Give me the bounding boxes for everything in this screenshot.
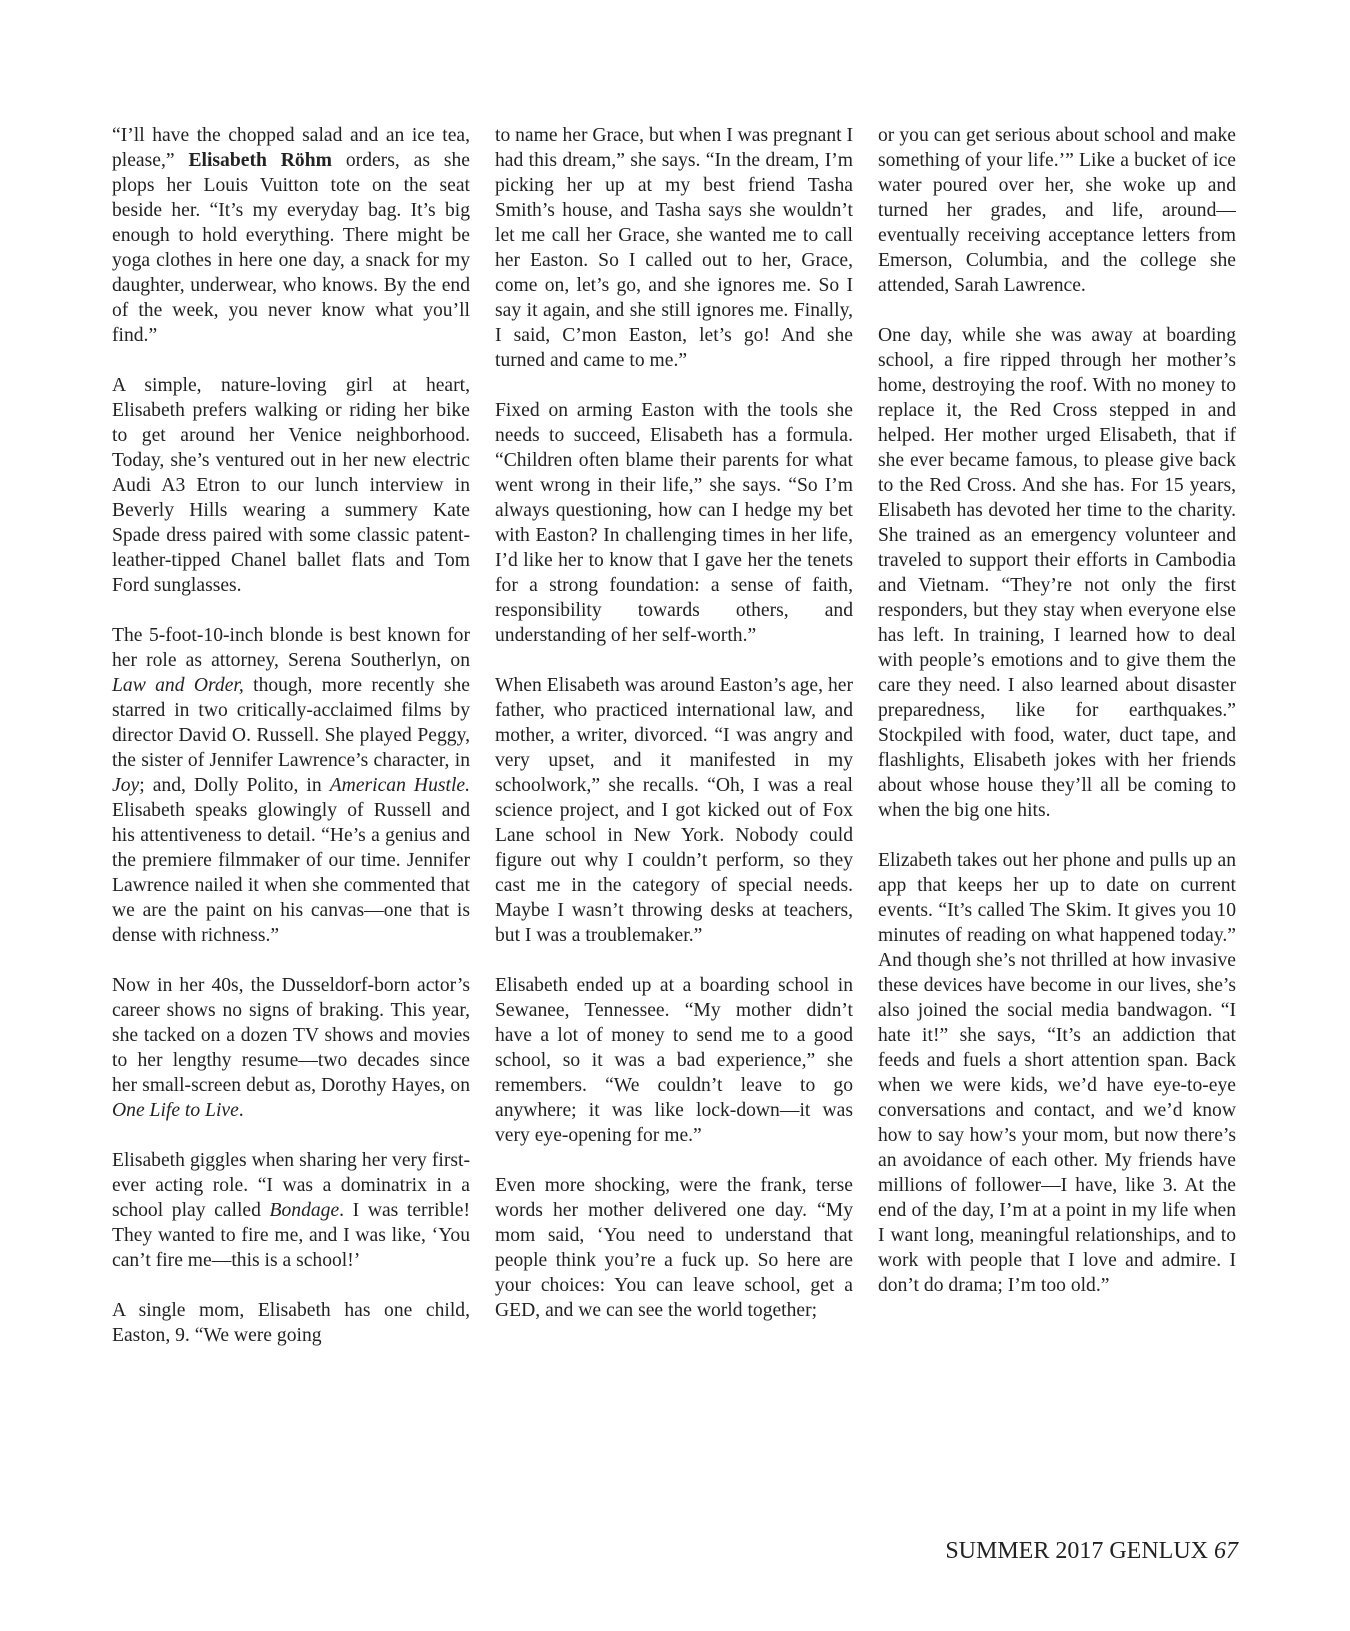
article-column-3 — [878, 123, 1236, 1298]
title-italic: Law and Order, — [112, 675, 244, 696]
paragraph: Fixed on arming Easton with the tools she needs to succeed, Elisabeth has a formula. “Children often blame their parents for what went wrong in their life,” she says. “So I’m always questioning, how can I hedge my bet with Easton? In challenging times in her life, I’d like her to know that I gave her the tenets for a strong foundation: a sense of faith, responsibility towards others, and understanding of her self-worth.” — [495, 400, 853, 646]
title-italic: Bondage — [269, 1200, 340, 1221]
paragraph: When Elisabeth was around Easton’s age, her father, who practiced international law, and mother, a writer, divorced. “I was angry and very upset, and it manifested in my schoolwork,” she recalls. “Oh, I was a real science project, and I got kicked out of Fox Lane school in New York. Nobody could figure out why I couldn’t perform, so they cast me in the category of special needs. Maybe I wasn’t throwing desks at teachers, but I was a troublemaker.” — [495, 675, 853, 946]
paragraph: “I’ll have the chopped salad and an ice tea, please,” Elisabeth Röhm orders, as she plops her Louis Vuitton tote on the seat beside her. “It’s my everyday bag. It’s big enough to hold everything. There might be yoga clothes in here one day, a snack for my daughter, underwear, who knows. By the end of the week, you never know what you’ll find.” — [112, 125, 470, 346]
paragraph: One day, while she was away at boarding school, a fire ripped through her mother’s home, destroying the roof. With no money to replace it, the Red Cross stepped in and helped. Her mother urged Elisabeth, that if she ever became famous, to please give back to the Red Cross. And she has. For 15 years, Elisabeth has devoted her time to the charity. She trained as an emergency volunteer and traveled to support their efforts in Cambodia and Vietnam. “They’re not only the first responders, but they stay when everyone else has left. In training, I learned how to deal with people’s emotions and to give them the care they need. I also learned about disaster preparedness, like for earthquakes.” Stockpiled with food, water, duct tape, and flashlights, Elisabeth jokes with her friends about whose house they’ll all be coming to when the big one hits. — [878, 325, 1236, 821]
paragraph: Even more shocking, were the frank, terse words her mother delivered one day. “My mom said, ‘You need to understand that people think you’re a fuck up. So here are your choices: You can leave school, get a GED, and we can see the world together; — [495, 1175, 853, 1321]
article-column-1 — [112, 123, 470, 1348]
paragraph: Elisabeth ended up at a boarding school in Sewanee, Tennessee. “My mother didn’t have a lot of money to send me to a good school, so it was a bad experience,” she remembers. “We couldn’t leave to go anywhere; it was like lock-down—it was very eye-opening for me.” — [495, 975, 853, 1146]
page-number: 67 — [1214, 1538, 1238, 1564]
footer-label: SUMMER 2017 GENLUX — [945, 1538, 1208, 1564]
paragraph: or you can get serious about school and make something of your life.’” Like a bucket of ice water poured over her, she woke up and turned her grades, and life, around—eventually receiving acceptance letters from Emerson, Columbia, and the college she attended, Sarah Lawrence. — [878, 125, 1236, 296]
subject-name: Elisabeth Röhm — [188, 150, 332, 171]
article-column-2 — [495, 123, 853, 1323]
paragraph: The 5-foot-10-inch blonde is best known for her role as attorney, Serena Southerlyn, on Law and Order, though, more recently she starred in two critically-acclaimed films by director David O. Russell. She played Peggy, the sister of Jennifer Lawrence’s character, in Joy; and, Dolly Polito, in American Hustle. Elisabeth speaks glowingly of Russell and his attentiveness to detail. “He’s a genius and the premiere filmmaker of our time. Jennifer Lawrence nailed it when she commented that we are the paint on his canvas—one that is dense with richness.” — [112, 625, 470, 946]
paragraph: Now in her 40s, the Dusseldorf-born actor’s career shows no signs of braking. This year, she tacked on a dozen TV shows and movies to her lengthy resume—two decades since her small-screen debut as, Dorothy Hayes, on One Life to Live. — [112, 975, 470, 1121]
paragraph: A simple, nature-loving girl at heart, Elisabeth prefers walking or riding her bike to get around her Venice neighborhood. Today, she’s ventured out in her new electric Audi A3 Etron to our lunch interview in Beverly Hills wearing a summery Kate Spade dress paired with some classic patent-leather-tipped Chanel ballet flats and Tom Ford sunglasses. — [112, 375, 470, 596]
title-italic: American Hustle. — [329, 775, 470, 796]
title-italic: One Life to Live — [112, 1100, 239, 1121]
page-footer — [945, 1538, 1238, 1565]
paragraph: to name her Grace, but when I was pregnant I had this dream,” she says. “In the dream, I’m picking her up at my best friend Tasha Smith’s house, and Tasha says she wouldn’t let me call her Grace, she wanted me to call her Easton. So I called out to her, Grace, come on, let’s go, and she ignores me. So I say it again, and she still ignores me. Finally, I said, C’mon Easton, let’s go! And she turned and came to me.” — [495, 125, 853, 371]
title-italic: Joy — [112, 775, 140, 796]
paragraph: Elizabeth takes out her phone and pulls up an app that keeps her up to date on current events. “It’s called The Skim. It gives you 10 minutes of reading on what happened today.” And though she’s not thrilled at how invasive these devices have become in our lives, she’s also joined the social media bandwagon. “I hate it!” she says, “It’s an addiction that feeds and fuels a short attention span. Back when we were kids, we’d have eye-to-eye conversations and contact, and we’d know how to say how’s your mom, but now there’s an avoidance of each other. My friends have millions of follower—I have, like 3. At the end of the day, I’m at a point in my life when I want long, meaningful relationships, and to work with people that I love and admire. I don’t do drama; I’m too old.” — [878, 850, 1236, 1296]
paragraph: A single mom, Elisabeth has one child, Easton, 9. “We were going — [112, 1300, 470, 1346]
paragraph: Elisabeth giggles when sharing her very first-ever acting role. “I was a dominatrix in a school play called Bondage. I was terrible! They wanted to fire me, and I was like, ‘You can’t fire me—this is a school!’ — [112, 1150, 470, 1271]
